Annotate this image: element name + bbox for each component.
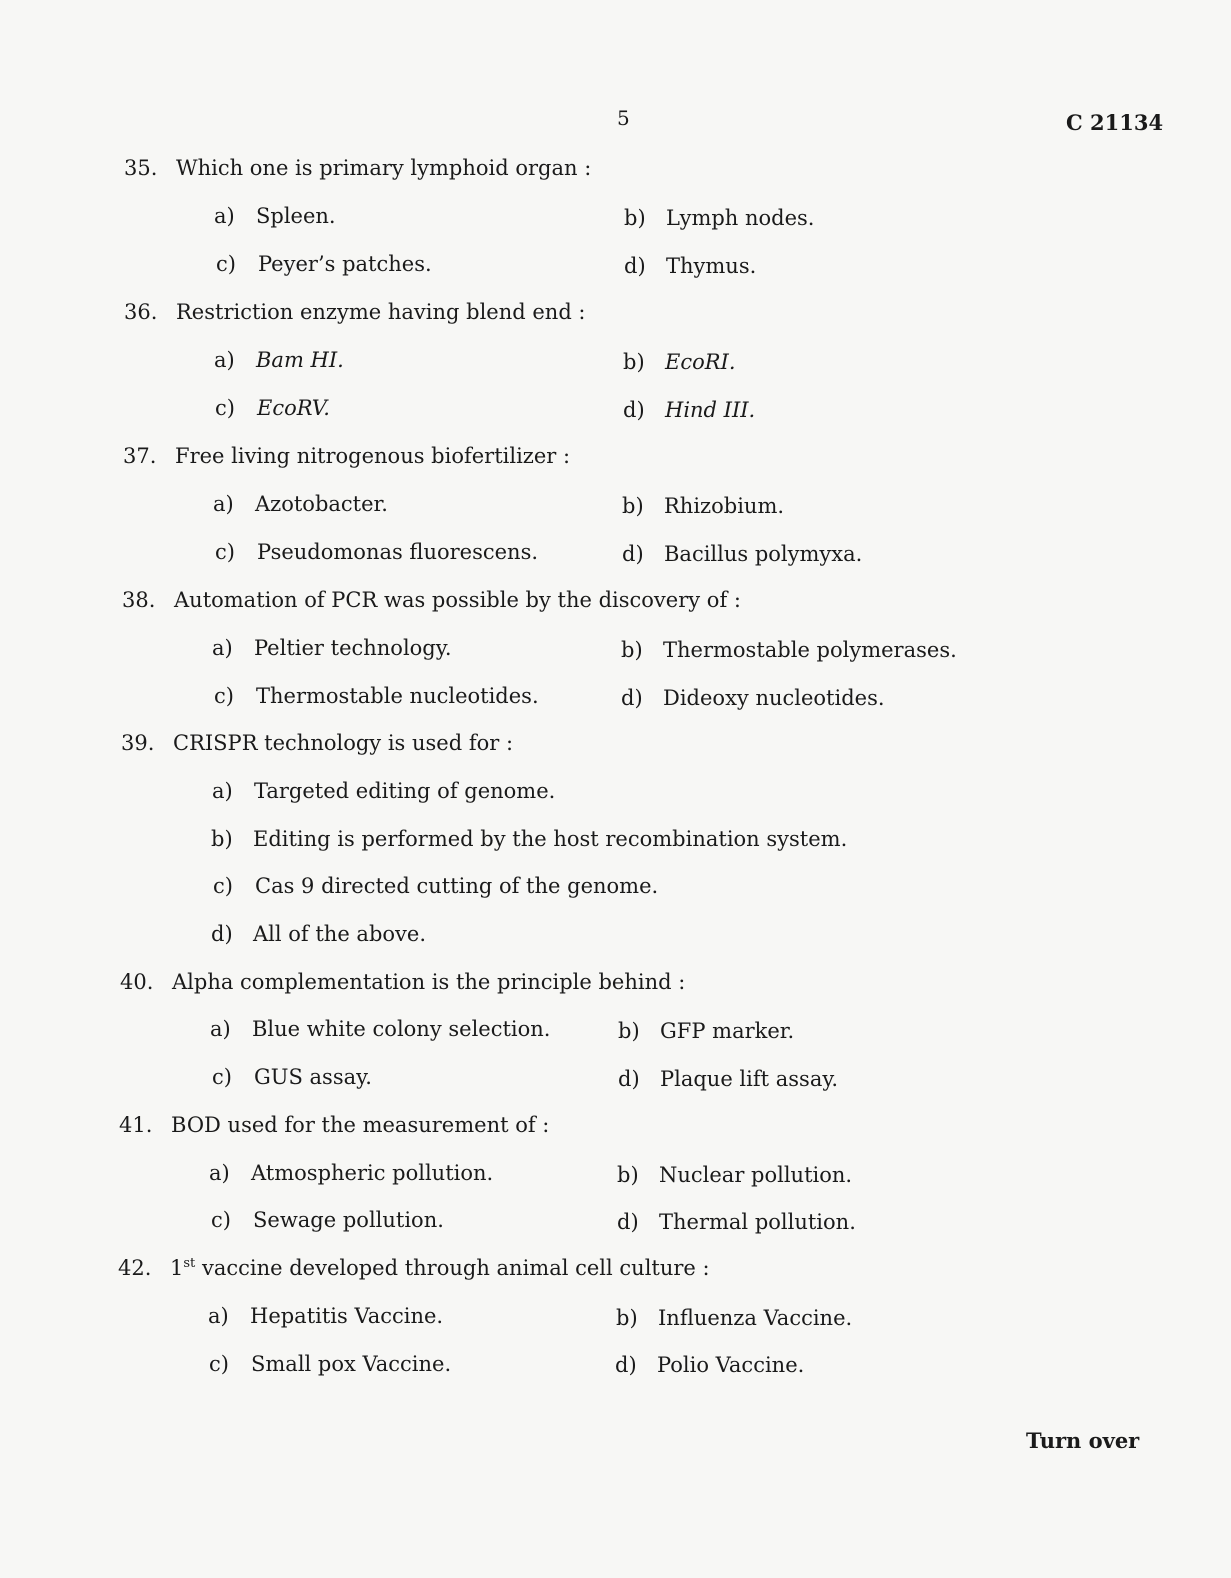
- question-number: 41.: [119, 1113, 153, 1137]
- option-b: [618, 1019, 794, 1043]
- option-text: EcoRV.: [257, 396, 330, 420]
- option-letter: d): [622, 542, 644, 566]
- option-letter: a): [213, 492, 234, 516]
- option-a: [214, 348, 344, 372]
- option-letter: d): [624, 254, 646, 278]
- option-b: [211, 827, 847, 851]
- option-letter: a): [214, 204, 235, 228]
- option-letter: b): [624, 206, 646, 230]
- question-text: BOD used for the measurement of :: [171, 1113, 550, 1137]
- option-text: Thermostable polymerases.: [663, 638, 957, 662]
- option-letter: a): [210, 1017, 231, 1041]
- option-a: [214, 204, 336, 228]
- option-letter: d): [615, 1353, 637, 1377]
- question-stem: [119, 1113, 549, 1137]
- option-text: Rhizobium.: [664, 494, 785, 518]
- option-letter: a): [212, 779, 233, 803]
- option-b: [617, 1163, 852, 1187]
- option-letter: b): [618, 1019, 640, 1043]
- option-b: [621, 638, 957, 662]
- question-text: Restriction enzyme having blend end :: [176, 300, 586, 324]
- option-text: GFP marker.: [660, 1019, 795, 1043]
- option-text: Sewage pollution.: [253, 1208, 444, 1232]
- option-letter: c): [209, 1352, 229, 1376]
- option-text: Influenza Vaccine.: [658, 1306, 853, 1330]
- option-d: [618, 1067, 838, 1091]
- option-text: Hepatitis Vaccine.: [250, 1304, 444, 1328]
- option-c: [213, 874, 658, 898]
- option-text: Targeted editing of genome.: [254, 779, 556, 803]
- option-letter: a): [212, 636, 233, 660]
- option-letter: c): [212, 1065, 232, 1089]
- question-stem: [121, 731, 513, 755]
- option-c: [212, 1065, 372, 1089]
- option-text: Pseudomonas fluorescens.: [257, 540, 539, 564]
- option-c: [214, 684, 539, 708]
- option-text: Thermal pollution.: [659, 1210, 856, 1234]
- option-letter: d): [618, 1067, 640, 1091]
- option-text: Small pox Vaccine.: [251, 1352, 452, 1376]
- option-text: Bacillus polymyxa.: [664, 542, 863, 566]
- question-text-superscript: st: [183, 1256, 196, 1271]
- question-text: vaccine developed through animal cell culture :: [195, 1256, 710, 1280]
- option-text: EcoRI.: [665, 350, 736, 374]
- option-a: [212, 779, 555, 803]
- option-letter: c): [215, 396, 235, 420]
- question-text: CRISPR technology is used for :: [173, 731, 514, 755]
- paper-code: C 21134: [1066, 110, 1164, 135]
- option-text: Thymus.: [666, 254, 757, 278]
- option-text: Nuclear pollution.: [659, 1163, 853, 1187]
- option-text: GUS assay.: [254, 1065, 372, 1089]
- option-d: [211, 922, 426, 946]
- option-a: [208, 1304, 443, 1328]
- option-text: Hind III.: [665, 398, 756, 422]
- option-text: Azotobacter.: [255, 492, 388, 516]
- question-number: 39.: [121, 731, 155, 755]
- question-number: 36.: [124, 300, 158, 324]
- option-b: [622, 494, 784, 518]
- question-number: 40.: [120, 970, 154, 994]
- option-c: [215, 540, 538, 564]
- option-letter: d): [623, 398, 645, 422]
- option-text: All of the above.: [253, 922, 427, 946]
- option-text: Peyer’s patches.: [258, 252, 432, 276]
- question-stem: [124, 300, 586, 324]
- question-number: 42.: [118, 1256, 152, 1280]
- option-text: Atmospheric pollution.: [251, 1161, 494, 1185]
- option-text: Peltier technology.: [254, 636, 452, 660]
- turn-over-label: Turn over: [1026, 1428, 1140, 1453]
- option-letter: a): [208, 1304, 229, 1328]
- option-text: Dideoxy nucleotides.: [663, 686, 885, 710]
- option-text: Thermostable nucleotides.: [256, 684, 539, 708]
- option-a: [210, 1017, 550, 1041]
- question-stem: [123, 444, 570, 468]
- question-number: 38.: [122, 588, 156, 612]
- question-stem: [122, 588, 741, 612]
- question-stem: [124, 156, 591, 180]
- option-letter: d): [621, 686, 643, 710]
- option-d: [624, 254, 756, 278]
- option-text: Plaque lift assay.: [660, 1067, 839, 1091]
- question-stem: [118, 1256, 710, 1280]
- option-letter: a): [209, 1161, 230, 1185]
- option-letter: a): [214, 348, 235, 372]
- option-d: [623, 398, 755, 422]
- question-text: Free living nitrogenous biofertilizer :: [175, 444, 571, 468]
- option-text: Bam HI.: [256, 348, 344, 372]
- option-letter: b): [622, 494, 644, 518]
- option-b: [624, 206, 815, 230]
- option-c: [216, 252, 432, 276]
- question-number: 35.: [124, 156, 158, 180]
- option-d: [622, 542, 862, 566]
- option-letter: b): [617, 1163, 639, 1187]
- option-letter: b): [211, 827, 233, 851]
- question-text: Automation of PCR was possible by the discovery of :: [174, 588, 741, 612]
- option-text: Polio Vaccine.: [657, 1353, 805, 1377]
- option-letter: b): [616, 1306, 638, 1330]
- option-letter: d): [211, 922, 233, 946]
- question-text: Alpha complementation is the principle behind :: [172, 970, 686, 994]
- option-d: [615, 1353, 804, 1377]
- option-letter: d): [617, 1210, 639, 1234]
- option-b: [623, 350, 736, 374]
- option-text: Editing is performed by the host recombination system.: [253, 827, 848, 851]
- option-letter: b): [623, 350, 645, 374]
- option-letter: c): [216, 252, 236, 276]
- option-letter: c): [211, 1208, 231, 1232]
- option-text: Blue white colony selection.: [252, 1017, 551, 1041]
- option-a: [209, 1161, 493, 1185]
- page-number: 5: [617, 106, 630, 130]
- option-d: [621, 686, 885, 710]
- question-stem: [120, 970, 685, 994]
- option-text: Cas 9 directed cutting of the genome.: [255, 874, 659, 898]
- option-text: Lymph nodes.: [666, 206, 815, 230]
- option-c: [209, 1352, 451, 1376]
- option-a: [212, 636, 452, 660]
- option-d: [617, 1210, 856, 1234]
- option-letter: c): [215, 540, 235, 564]
- option-letter: c): [213, 874, 233, 898]
- option-letter: b): [621, 638, 643, 662]
- option-c: [215, 396, 330, 420]
- option-b: [616, 1306, 852, 1330]
- question-number: 37.: [123, 444, 157, 468]
- option-a: [213, 492, 388, 516]
- question-text: Which one is primary lymphoid organ :: [176, 156, 592, 180]
- question-text-prefix: 1: [170, 1256, 184, 1280]
- option-letter: c): [214, 684, 234, 708]
- option-text: Spleen.: [256, 204, 336, 228]
- option-c: [211, 1208, 444, 1232]
